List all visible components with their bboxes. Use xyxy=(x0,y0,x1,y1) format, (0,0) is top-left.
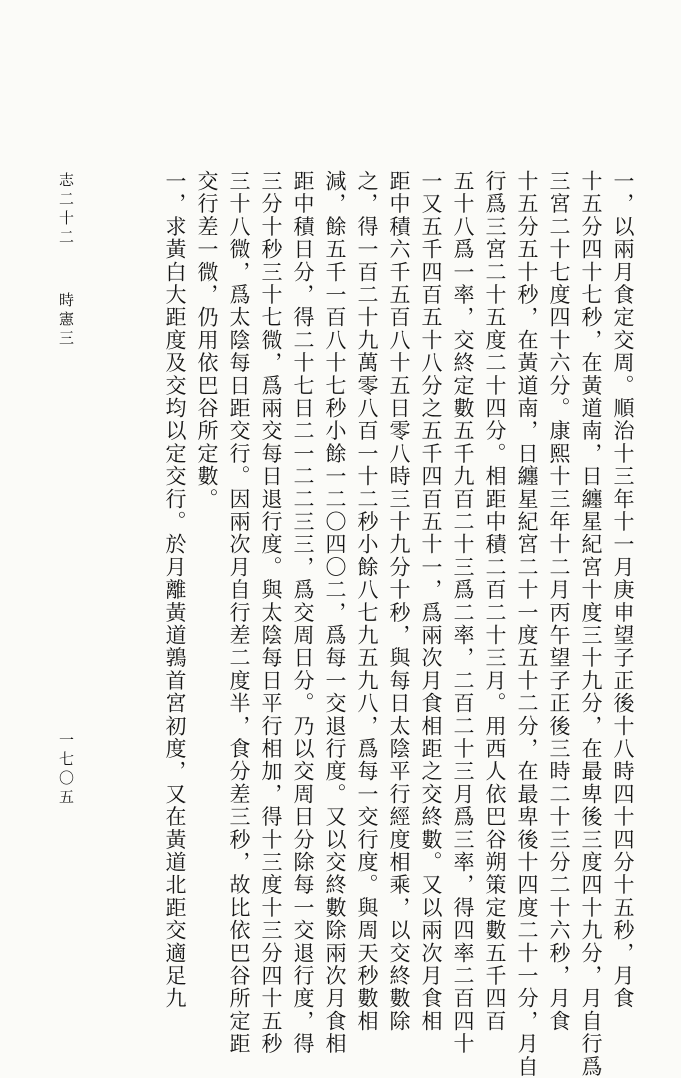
text-column-6: 五十八爲一率，交終定數五千九百二十三爲二率，二百二十三月爲三率，得四率二百四十 xyxy=(451,170,475,1056)
running-header-section: 時憲三 xyxy=(57,292,75,349)
running-header-volume: 志二十二 xyxy=(57,172,75,248)
text-column-8: 距中積六千五百八十五日零八時三十九分十秒，與每日太陰平行經度相乘，以交終數除 xyxy=(387,170,411,1033)
page-number: 一七〇五 xyxy=(57,732,75,808)
text-column-12: 三分十秒三十七微，爲兩交每日退行度。與太陰每日平行相加，得十三度十三分四十五秒 xyxy=(259,170,283,1056)
text-column-2: 十五分四十七秒，在黃道南，日纏星紀宮十度三十九分，在最卑後三度四十九分，月自行爲 xyxy=(579,170,603,1078)
text-column-4: 十五分五十秒，在黃道南，日纏星紀宮二十一度五十二分，在最卑後十四度二十一分，月自 xyxy=(515,170,539,1078)
text-column-5: 行爲三宮二十五度二十四分。相距中積二百二十三月。用西人依巴谷朔策定數五千四百 xyxy=(483,170,507,1033)
text-column-7: 一又五千四百五十八分之五千四百五十一，爲兩次月食相距之交終數。又以兩次月食相 xyxy=(419,170,443,1033)
text-column-11: 距中積日分，得二十七日二一二二三三，爲交周日分。乃以交周日分除每一交退行度，得 xyxy=(291,170,315,1056)
text-column-3: 三宮二十七度四十六分。康熙十三年十二月丙午望子正後三時二十三分二十六秒，月食 xyxy=(547,170,571,1033)
text-column-15: 一，求黃白大距度及交均以定交行。於月離黃道鶉首宮初度，又在黃道北距交適足九 xyxy=(163,170,187,1010)
text-column-13: 三十八微，爲太陰每日距交行。因兩次月自行差二度半，食分差三秒，故比依巴谷所定距 xyxy=(227,170,251,1056)
text-column-9: 之，得一百二十九萬零八百一十二秒小餘八七九五九八，爲每一交行度。與周天秒數相 xyxy=(355,170,379,1033)
text-column-1: 一，以兩月食定交周。順治十三年十一月庚申望子正後十八時四十四分十五秒，月食 xyxy=(611,170,635,1010)
text-column-14: 交行差一微，仍用依巴谷所定數。 xyxy=(195,170,219,511)
text-column-10: 減，餘五千一百八十七秒小餘一二〇四〇二，爲每一交退行度。又以交終數除兩次月食相 xyxy=(323,170,347,1056)
